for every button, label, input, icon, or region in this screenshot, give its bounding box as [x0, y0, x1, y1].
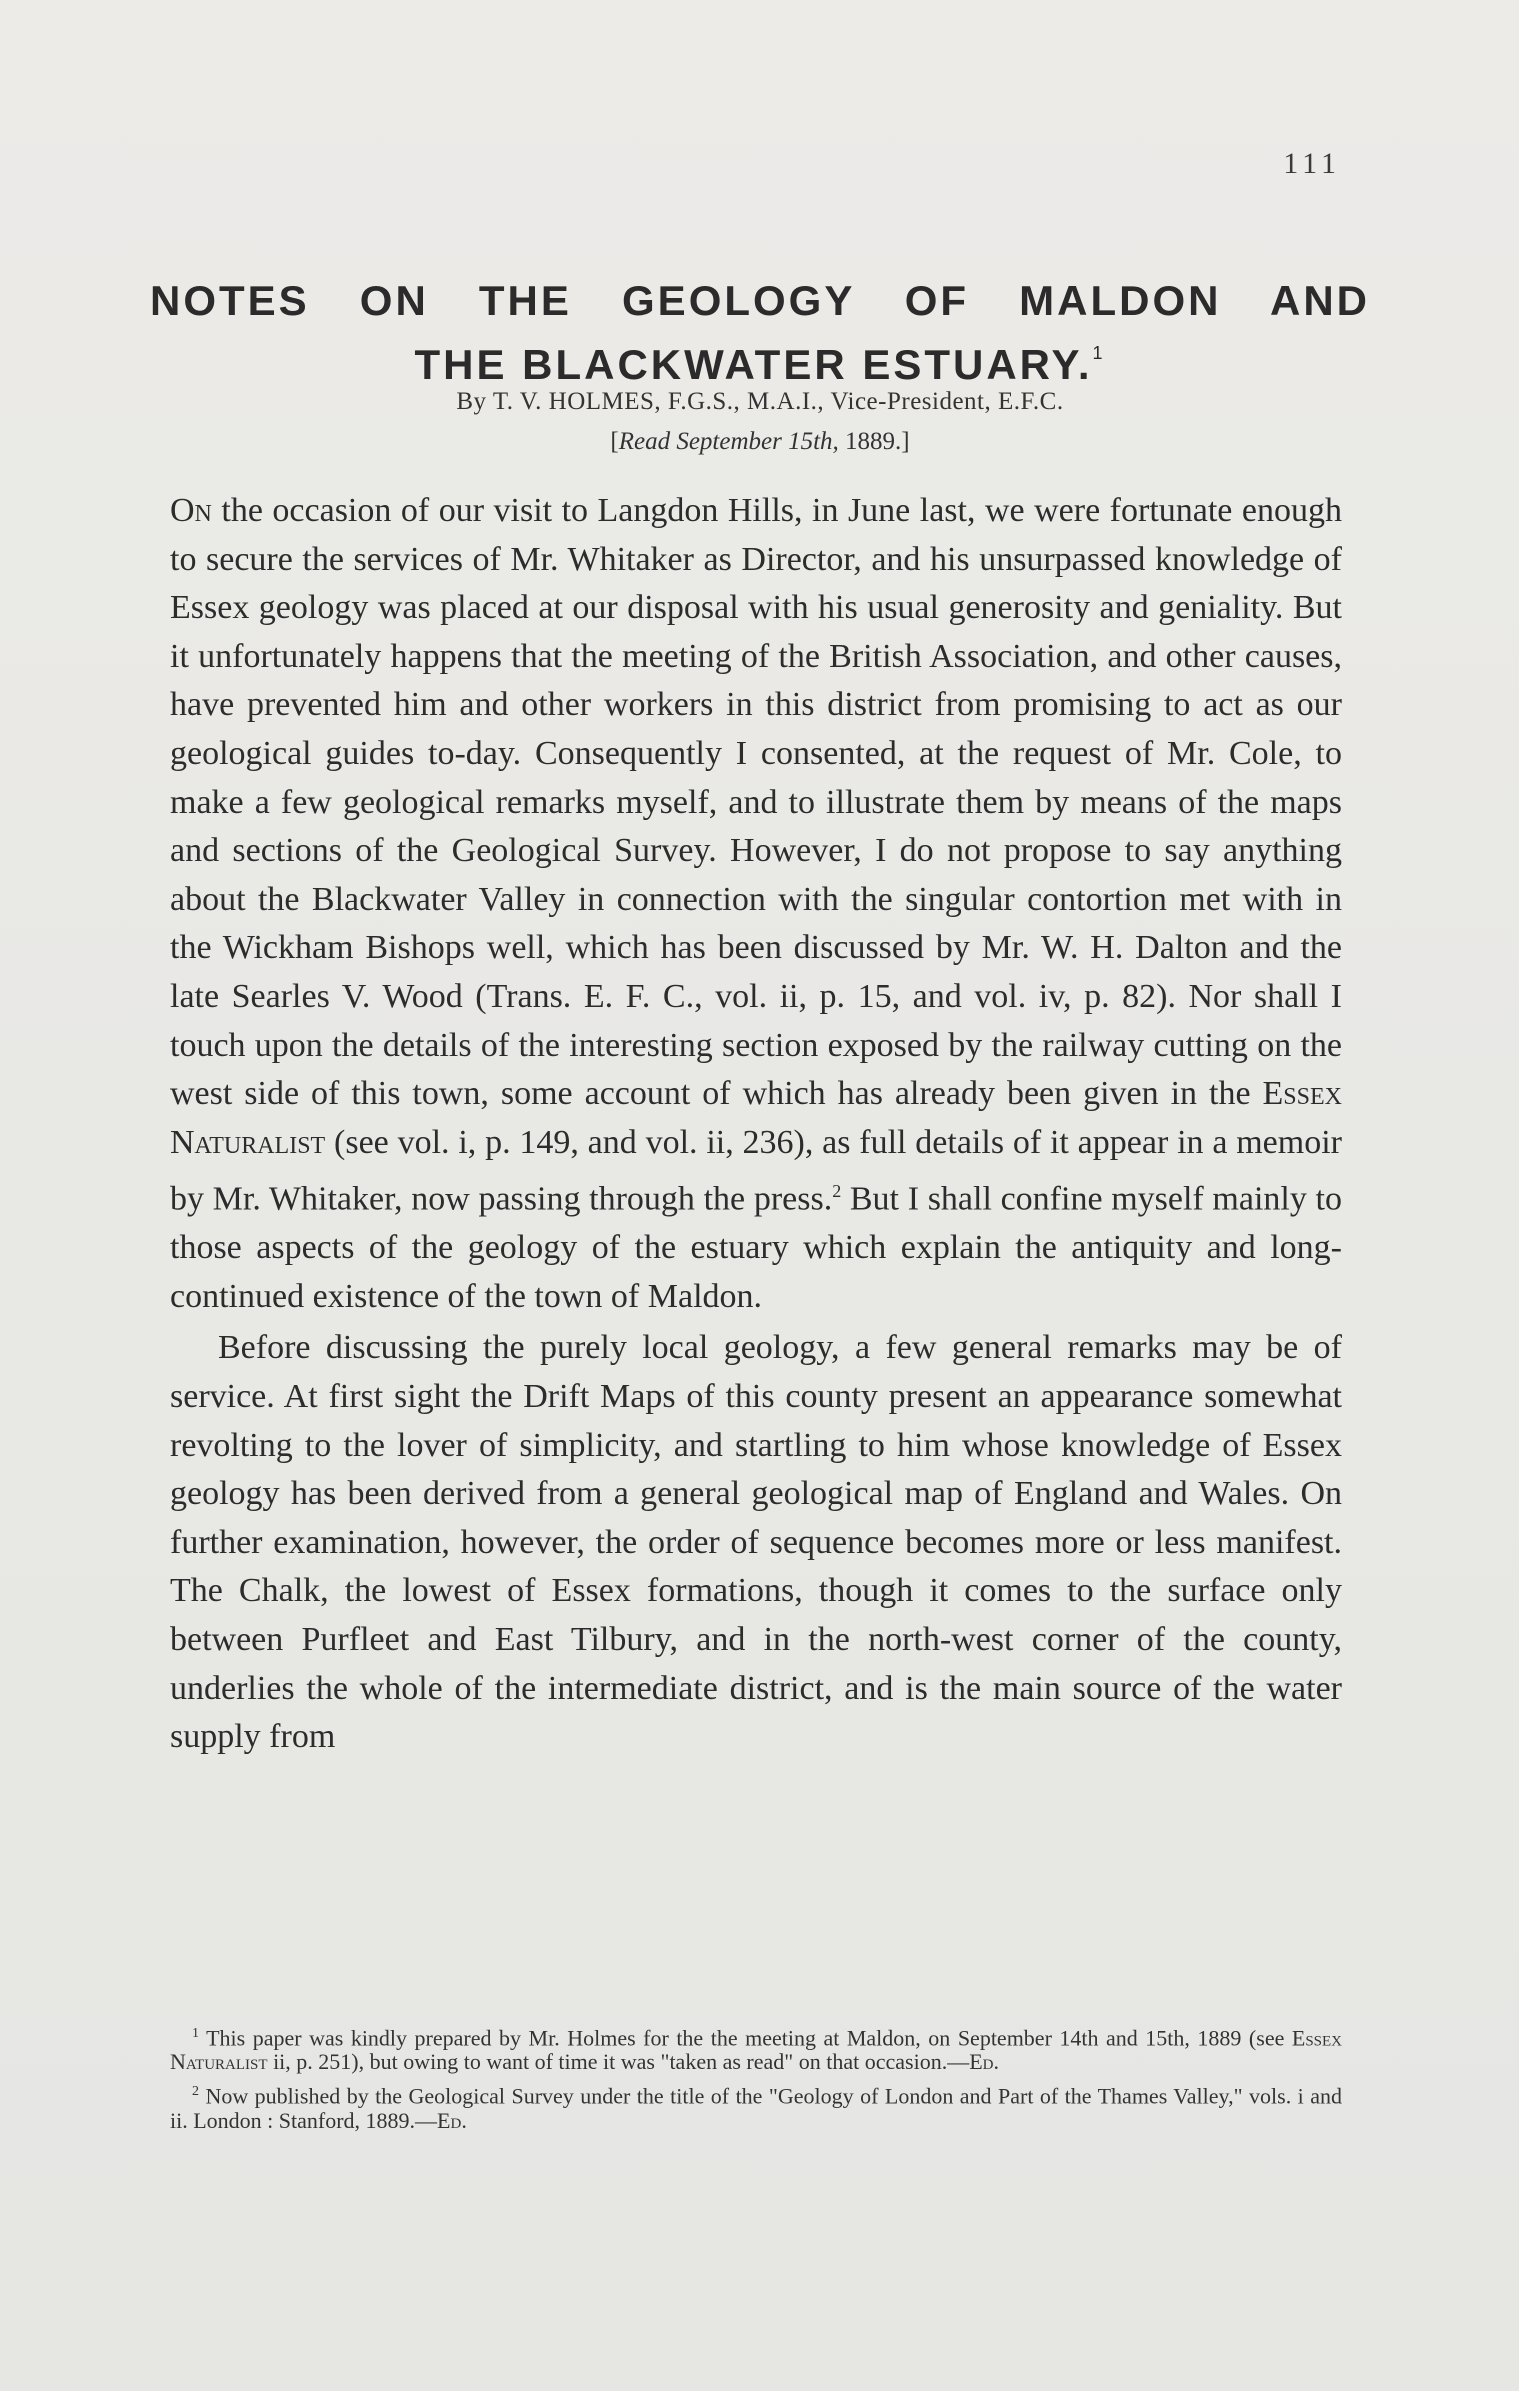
paragraph-1 — [170, 487, 1342, 1321]
article-title — [150, 275, 1370, 391]
title-line-1: NOTES ON THE GEOLOGY OF MALDON AND — [150, 277, 1370, 324]
title-line-2-text: THE BLACKWATER ESTUARY. — [414, 341, 1093, 388]
paragraph-2: Before discussing the purely local geology, a few general remarks may be of service. At first sight the Drift Maps of this county present an appearance somewhat revolting to the lover of simplicity, and startling to him whose knowledge of Essex geology has been derived from a general geological map of England and Wales. On further examination, however, the order of sequence becomes more or less manifest. The Chalk, the lowest of Essex formations, though it comes to the surface only between Purfleet and East Tilbury, and in the north-west corner of the county, underlies the whole of the intermediate district, and is the main source of the water supply from — [170, 1329, 1342, 1756]
footnote-ref-2: 2 — [832, 1181, 842, 1202]
footnote-1-editor: Ed. — [969, 2049, 999, 2075]
page-number: 111 — [1283, 147, 1341, 180]
footnote-2-editor: Ed. — [437, 2107, 467, 2133]
read-date-year: 1889.] — [838, 428, 910, 455]
read-date-bracket: [ — [610, 428, 619, 455]
paragraph-1-text-a: the occasion of our visit to Langdon Hills, in June last, we were fortunate enough to secure the services of Mr. Whitaker as Director, and his unsurpassed knowledge of Essex geology was placed at our disposal with his usual generosity and geniality. But it unfortunately happens that the meeting of the British Association, and other causes, have prevented him and other workers in this district from promising to act as our geological guides to-day. Consequently I consented, at the request of Mr. Cole, to make a few geological remarks myself, and to illustrate them by means of the maps and sections of the Geological Survey. However, I do not propose to say anything about the Blackwater Valley in connection with the singular contortion met with in the Wickham Bishops well, which has been discussed by Mr. W. H. Dalton and the late Searles V. Wood (Trans. E. F. C., vol. ii, p. 15, and vol. iv, p. 82). Nor shall I touch upon the details of the interesting section exposed by the railway cutting on the west side of this town, some account of which has already been given in the — [170, 492, 1342, 1113]
article-body — [170, 487, 1342, 1762]
footnote-1 — [170, 2022, 1342, 2074]
paragraph-1-lead: On — [170, 492, 212, 529]
journal-name: Essex Naturalist — [170, 1075, 1342, 1161]
footnote-2-text: Now published by the Geological Survey under the title of the "Geology of London and Part of the Thames Valley," vols. i and ii. London : Stanford, 1889.— — [170, 2083, 1342, 2133]
read-date — [150, 428, 1370, 456]
title-line-2 — [150, 327, 1370, 391]
footnote-2-mark: 2 — [192, 2084, 199, 2100]
read-date-italic: Read September 15th, — [618, 428, 839, 455]
footnote-1-mark: 1 — [192, 2026, 199, 2041]
footnote-1-text-b: ii, p. 251), but owing to want of time it was "taken as read" on that occasion.— — [267, 2049, 970, 2075]
paragraph-1-text-c: But I shall confine myself mainly to those aspects of the geology of the estuary which explain the antiquity and long-continued existence of the town of Maldon. — [170, 1180, 1342, 1315]
footnote-1-journal: Essex Naturalist — [170, 2025, 1342, 2075]
paragraph-1-text-b: (see vol. i, p. 149, and vol. ii, 236), as full details of it appear in a memoir by Mr. Whitaker, now passing through the press. — [170, 1123, 1342, 1218]
title-footnote-ref: 1 — [1092, 343, 1106, 363]
author-byline: By T. V. HOLMES, F.G.S., M.A.I., Vice-President, E.F.C. — [456, 388, 1064, 415]
footnote-1-text-a: This paper was kindly prepared by Mr. Holmes for the the meeting at Maldon, on September 14th and 15th, 1889 (see — [199, 2025, 1292, 2051]
footnote-2 — [170, 2080, 1342, 2132]
footnotes — [170, 2022, 1342, 2139]
